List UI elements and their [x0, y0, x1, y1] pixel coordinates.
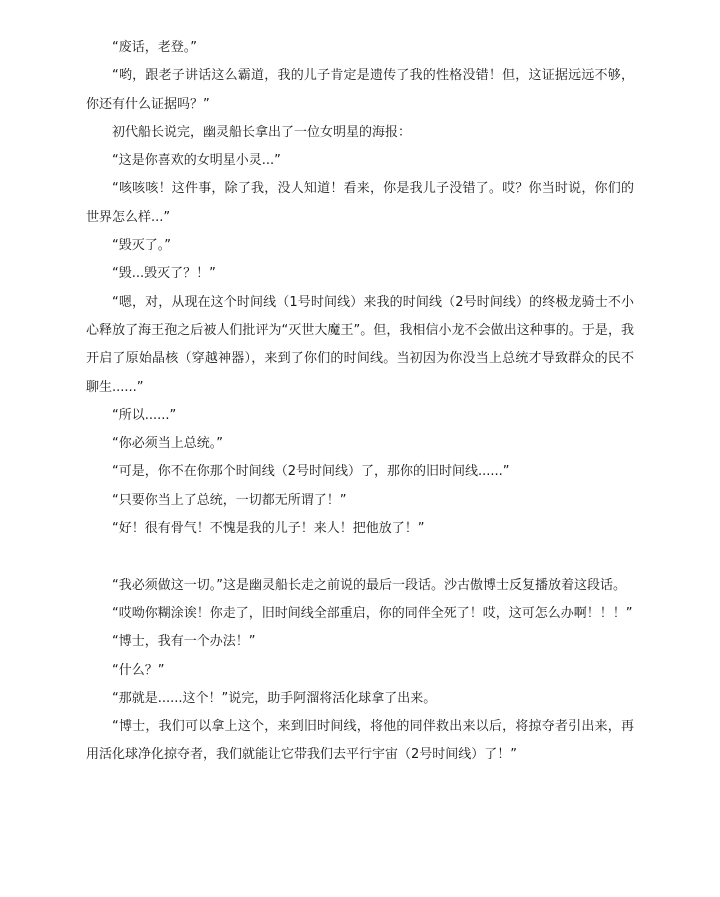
paragraph: “可是，你不在你那个时间线（2号时间线）了，那你的旧时间线......” [112, 464, 510, 480]
paragraph: “毁灭了。” [112, 238, 171, 254]
paragraph: “博士，我们可以拿上这个，来到旧时间线，将他的同伴救出来以后，将掠夺者引出来，再用活化球净化掠夺者，我们就能让它带我们去平行宇宙（2号时间线）了！” [86, 719, 634, 763]
paragraph: “这是你喜欢的女明星小灵...” [112, 153, 281, 169]
paragraph: “我必须做这一切。”这是幽灵船长走之前说的最后一段话。沙古傲博士反复播放着这段话。 [112, 577, 626, 593]
paragraph: “嗯，对，从现在这个时间线（1号时间线）来我的时间线（2号时间线）的终极龙骑士不小心释放了海王孢之后被人们批评为“灭世大魔王”。但，我相信小龙不会做出这种事的。于是，我开启了原始晶核（穿越神器），来到了你们的时间线。当初因为你没当上总统才导致群众的民不聊生......” [86, 294, 634, 395]
section-break [86, 543, 634, 571]
paragraph: “哟，跟老子讲话这么霸道，我的儿子肯定是遗传了我的性格没错！但，这证据远远不够，你还有什么证据吗？” [86, 68, 634, 112]
paragraph: “哎呦你糊涂诶！你走了，旧时间线全部重启，你的同伴全死了！哎，这可怎么办啊！！！” [112, 605, 633, 621]
paragraph: “只要你当上了总统，一切都无所谓了！” [112, 492, 347, 508]
paragraph: “你必须当上总统。” [112, 436, 223, 452]
paragraph: 初代船长说完，幽灵船长拿出了一位女明星的海报： [112, 124, 412, 140]
paragraph: “废话，老登。” [112, 40, 197, 55]
paragraph: “什么？” [112, 662, 165, 678]
paragraph: “好！很有骨气！不愧是我的儿子！来人！把他放了！” [112, 521, 425, 537]
paragraph: “所以......” [112, 407, 177, 423]
story-text [86, 34, 634, 770]
paragraph: “毁...毁灭了？！” [112, 266, 216, 282]
paragraph: “博士，我有一个办法！” [112, 634, 256, 650]
paragraph: “咳咳咳！这件事，除了我，没人知道！看来，你是我儿子没错了。哎？你当时说，你们的世界怎么样...” [86, 181, 634, 225]
paragraph: “那就是......这个！”说完，助手阿溜将活化球拿了出来。 [112, 690, 437, 706]
